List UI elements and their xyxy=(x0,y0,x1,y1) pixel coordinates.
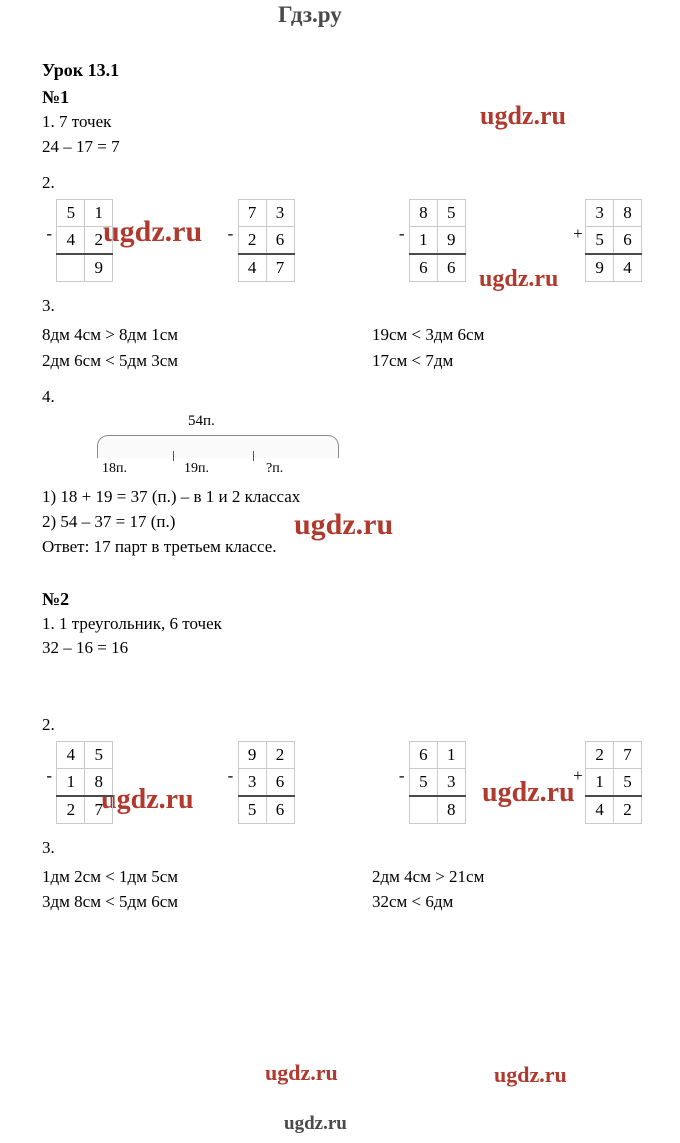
digit-cell: 5 xyxy=(614,768,642,796)
digit-cell: 5 xyxy=(437,200,465,227)
operator-sign: - xyxy=(398,224,405,244)
task-1-part-4-label: 4. xyxy=(42,387,55,407)
digit-row xyxy=(238,741,294,768)
task-1-comparison-row-1 xyxy=(42,322,642,348)
column-sum-4 xyxy=(571,741,642,824)
digit-row xyxy=(238,796,294,824)
digit-row xyxy=(238,227,294,255)
watermark-5: ugdz.ru xyxy=(482,777,575,808)
digit-cell: 4 xyxy=(57,741,85,768)
column-sum-1 xyxy=(42,741,113,824)
watermark-4: ugdz.ru xyxy=(101,784,194,815)
column-sum-3 xyxy=(395,199,466,282)
task-1-comparison-2-left: 2дм 6см < 5дм 3см xyxy=(42,350,179,370)
digit-cell: 7 xyxy=(85,796,113,824)
digit-row xyxy=(409,741,465,768)
digit-cell: 8 xyxy=(409,200,437,227)
digit-cell: 2 xyxy=(238,227,266,255)
digit-cell: 2 xyxy=(266,741,294,768)
digit-cell: 1 xyxy=(409,227,437,255)
task-1-answer: Ответ: 17 парт в третьем классе. xyxy=(42,536,277,556)
watermark-6: ugdz.ru xyxy=(265,1060,338,1085)
page-title: Урок 13.1 xyxy=(42,60,120,80)
digit-row xyxy=(238,768,294,796)
digit-row xyxy=(586,796,642,824)
task-2-column-arithmetic-row xyxy=(42,741,642,824)
operator-sign: - xyxy=(227,224,234,244)
digit-cell: 3 xyxy=(586,200,614,227)
digit-cell: 1 xyxy=(85,200,113,227)
digit-cell: 6 xyxy=(266,796,294,824)
digit-cell: 6 xyxy=(614,227,642,255)
digit-cell: 8 xyxy=(614,200,642,227)
operator-sign: - xyxy=(46,765,53,785)
digit-cell: 4 xyxy=(57,227,85,255)
digit-cell: 5 xyxy=(57,200,85,227)
diagram-bracket-shape xyxy=(97,435,339,458)
task-1-comparison-1-left: 8дм 4см > 8дм 1см xyxy=(42,325,179,345)
digit-cell: 7 xyxy=(238,200,266,227)
digit-row xyxy=(409,200,465,227)
task-2-comparison-2-left: 3дм 8см < 5дм 6см xyxy=(42,892,179,912)
watermark-2: ugdz.ru xyxy=(479,266,559,292)
digit-grid xyxy=(238,741,295,824)
digit-grid xyxy=(56,199,113,282)
task-2-part-3-label: 3. xyxy=(42,837,55,857)
digit-row xyxy=(57,254,113,282)
digit-cell xyxy=(57,254,85,282)
watermark-7: ugdz.ru xyxy=(494,1062,567,1087)
column-sum-2 xyxy=(223,741,294,824)
digit-row xyxy=(238,254,294,282)
digit-grid xyxy=(585,199,642,282)
digit-cell: 7 xyxy=(614,741,642,768)
digit-cell xyxy=(409,796,437,824)
digit-row xyxy=(57,768,113,796)
operator-sign: + xyxy=(573,765,583,785)
column-sum-1 xyxy=(42,199,113,282)
digit-row xyxy=(57,796,113,824)
digit-cell: 3 xyxy=(238,768,266,796)
task-2-comparison-2-right: 32см < 6дм xyxy=(372,892,454,912)
task-2-comparison-row-1 xyxy=(42,864,642,890)
task-1-column-arithmetic-row xyxy=(42,199,642,282)
watermark-0: ugdz.ru xyxy=(480,101,566,130)
digit-cell: 5 xyxy=(238,796,266,824)
digit-row xyxy=(57,227,113,255)
digit-grid xyxy=(56,741,113,824)
site-logo-top: Гдз.ру xyxy=(278,2,342,27)
task-2-part-2-label: 2. xyxy=(42,714,55,734)
digit-cell: 4 xyxy=(614,254,642,282)
digit-row xyxy=(586,227,642,255)
digit-grid xyxy=(238,199,295,282)
digit-cell: 6 xyxy=(266,227,294,255)
digit-row xyxy=(409,796,465,824)
digit-cell: 1 xyxy=(586,768,614,796)
digit-row xyxy=(238,200,294,227)
digit-cell: 2 xyxy=(614,796,642,824)
task-1-solution-step-2: 2) 54 – 37 = 17 (п.) xyxy=(42,511,176,531)
task-1-comparison-1-right: 19см < 3дм 6см xyxy=(372,325,485,345)
document-body xyxy=(42,60,642,915)
diagram-total-label: 54п. xyxy=(188,413,215,430)
task-2-part-1-line-1: 1. 1 треугольник, 6 точек xyxy=(42,613,222,633)
digit-cell: 4 xyxy=(238,254,266,282)
digit-grid xyxy=(409,199,466,282)
digit-cell: 8 xyxy=(437,796,465,824)
watermark-3: ugdz.ru xyxy=(294,508,394,541)
task-1-part-1-line-2: 24 – 17 = 7 xyxy=(42,136,120,156)
operator-sign: + xyxy=(573,224,583,244)
diagram-segment-2-label: 19п. xyxy=(184,461,209,477)
digit-cell: 9 xyxy=(586,254,614,282)
task-1-part-3-label: 3. xyxy=(42,296,55,316)
digit-row xyxy=(409,768,465,796)
task-1-part-2-label: 2. xyxy=(42,173,55,193)
operator-sign: - xyxy=(398,765,405,785)
digit-row xyxy=(57,741,113,768)
task-1-comparison-row-2 xyxy=(42,348,642,374)
task-2-heading: №2 xyxy=(42,588,70,609)
digit-cell: 9 xyxy=(437,227,465,255)
operator-sign: - xyxy=(227,765,234,785)
task-2-comparison-row-2 xyxy=(42,889,642,915)
task-1-part-1-line-1: 1. 7 точек xyxy=(42,112,112,131)
digit-cell: 7 xyxy=(266,254,294,282)
digit-cell: 3 xyxy=(437,768,465,796)
digit-cell: 8 xyxy=(85,768,113,796)
column-sum-3 xyxy=(395,741,466,824)
digit-cell: 9 xyxy=(238,741,266,768)
digit-cell: 2 xyxy=(586,741,614,768)
digit-cell: 2 xyxy=(57,796,85,824)
digit-cell: 9 xyxy=(85,254,113,282)
digit-cell: 5 xyxy=(586,227,614,255)
digit-row xyxy=(57,200,113,227)
column-sum-2 xyxy=(223,199,294,282)
digit-cell: 6 xyxy=(266,768,294,796)
task-2-comparison-1-right: 2дм 4см > 21см xyxy=(372,866,485,886)
digit-row xyxy=(409,227,465,255)
task-2-part-1-line-2: 32 – 16 = 16 xyxy=(42,638,129,658)
digit-cell: 1 xyxy=(57,768,85,796)
task-1-heading: №1 xyxy=(42,87,70,107)
digit-cell: 4 xyxy=(586,796,614,824)
digit-cell: 2 xyxy=(85,227,113,255)
digit-row xyxy=(409,254,465,282)
digit-cell: 3 xyxy=(266,200,294,227)
site-logo-bottom: ugdz.ru xyxy=(284,1113,347,1134)
digit-row xyxy=(586,741,642,768)
diagram-segment-1-label: 18п. xyxy=(102,461,127,477)
digit-cell: 5 xyxy=(85,741,113,768)
task-1-solution-step-1: 1) 18 + 19 = 37 (п.) – в 1 и 2 классах xyxy=(42,487,301,507)
diagram-tick-2 xyxy=(253,451,254,461)
digit-cell: 1 xyxy=(437,741,465,768)
digit-cell: 6 xyxy=(409,254,437,282)
digit-row xyxy=(586,254,642,282)
digit-cell: 5 xyxy=(409,768,437,796)
digit-grid xyxy=(409,741,466,824)
task-1-comparison-2-right: 17см < 7дм xyxy=(372,350,454,370)
digit-cell: 6 xyxy=(437,254,465,282)
task-2-comparison-1-left: 1дм 2см < 1дм 5см xyxy=(42,866,179,886)
column-sum-4 xyxy=(571,199,642,282)
digit-cell: 6 xyxy=(409,741,437,768)
bracket-diagram xyxy=(42,413,642,483)
operator-sign: - xyxy=(46,224,53,244)
diagram-tick-1 xyxy=(173,451,174,461)
diagram-segment-3-label: ?п. xyxy=(266,461,284,477)
digit-row xyxy=(586,768,642,796)
watermark-1: ugdz.ru xyxy=(103,215,203,248)
digit-row xyxy=(586,200,642,227)
digit-grid xyxy=(585,741,642,824)
